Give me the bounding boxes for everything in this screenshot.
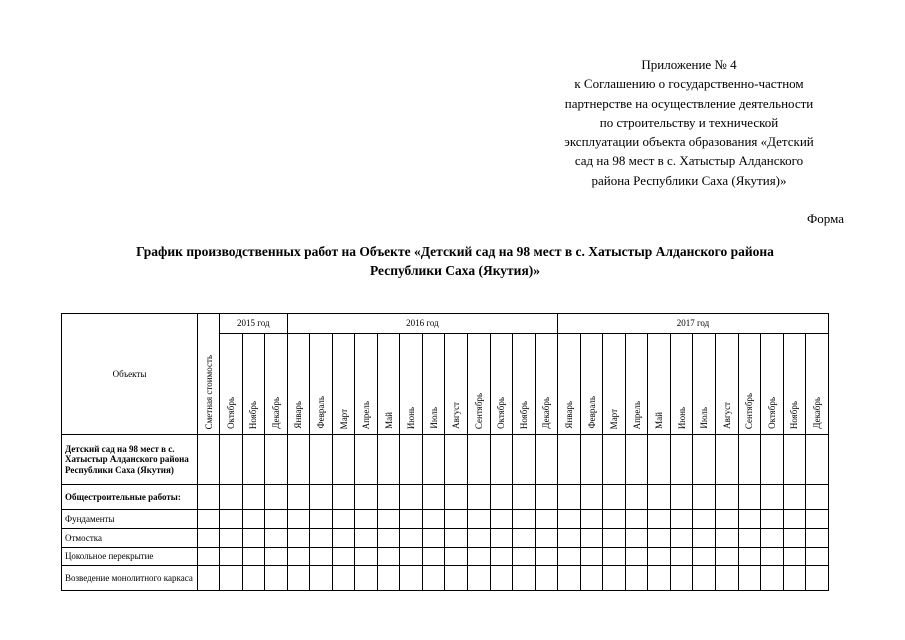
month-header: Май — [648, 334, 671, 435]
schedule-cell — [535, 529, 558, 548]
row-label: Цокольное перекрытие — [62, 548, 198, 566]
month-header: Август — [445, 334, 468, 435]
schedule-cell — [693, 529, 716, 548]
schedule-cell — [761, 485, 784, 510]
schedule-cell — [400, 548, 423, 566]
schedule-cell — [693, 510, 716, 529]
schedule-cell — [761, 510, 784, 529]
schedule-cell — [603, 510, 626, 529]
schedule-cell — [422, 510, 445, 529]
month-header: Апрель — [355, 334, 378, 435]
schedule-cell — [445, 529, 468, 548]
schedule-cell — [468, 435, 491, 485]
month-header: Август — [716, 334, 739, 435]
schedule-cell — [377, 510, 400, 529]
schedule-cell — [220, 510, 243, 529]
schedule-cell — [355, 435, 378, 485]
schedule-cell — [716, 566, 739, 591]
schedule-cell — [400, 435, 423, 485]
schedule-cell — [625, 548, 648, 566]
schedule-cell — [806, 548, 829, 566]
schedule-cell — [422, 435, 445, 485]
month-header: Октябрь — [220, 334, 243, 435]
cost-cell — [198, 435, 220, 485]
schedule-cell — [580, 485, 603, 510]
schedule-cell — [332, 529, 355, 548]
cost-header: Сметная стоимость — [198, 314, 220, 435]
table-row — [62, 510, 829, 529]
schedule-cell — [265, 435, 288, 485]
schedule-cell — [242, 548, 265, 566]
row-label: Отмостка — [62, 529, 198, 548]
schedule-cell — [580, 529, 603, 548]
schedule-cell — [738, 548, 761, 566]
table-row — [62, 485, 829, 510]
schedule-cell — [265, 485, 288, 510]
schedule-cell — [445, 548, 468, 566]
schedule-cell — [806, 510, 829, 529]
schedule-cell — [513, 435, 536, 485]
table-row — [62, 529, 829, 548]
schedule-cell — [513, 485, 536, 510]
cost-cell — [198, 566, 220, 591]
cost-cell — [198, 529, 220, 548]
row-label: Возведение монолитного каркаса — [62, 566, 198, 591]
month-header: Декабрь — [535, 334, 558, 435]
schedule-cell — [513, 529, 536, 548]
schedule-cell — [422, 566, 445, 591]
schedule-cell — [513, 510, 536, 529]
table-row — [62, 435, 829, 485]
month-header: Июль — [422, 334, 445, 435]
schedule-cell — [716, 485, 739, 510]
month-header: Июнь — [670, 334, 693, 435]
schedule-cell — [761, 548, 784, 566]
schedule-cell — [242, 566, 265, 591]
table-row — [62, 566, 829, 591]
schedule-cell — [468, 510, 491, 529]
schedule-cell — [220, 485, 243, 510]
schedule-cell — [220, 529, 243, 548]
month-header: Ноябрь — [242, 334, 265, 435]
schedule-cell — [355, 566, 378, 591]
schedule-cell — [355, 529, 378, 548]
title-line-1: График производственных работ на Объекте «Детский сад на 98 мест в с. Хатыстыр Алданского района — [136, 244, 774, 259]
schedule-cell — [265, 510, 288, 529]
schedule-cell — [648, 548, 671, 566]
schedule-cell — [422, 548, 445, 566]
table-row — [62, 548, 829, 566]
schedule-cell — [806, 435, 829, 485]
schedule-cell — [445, 566, 468, 591]
schedule-cell — [761, 435, 784, 485]
schedule-cell — [513, 548, 536, 566]
month-header: Январь — [558, 334, 581, 435]
schedule-cell — [648, 566, 671, 591]
schedule-cell — [468, 566, 491, 591]
schedule-cell — [535, 566, 558, 591]
schedule-cell — [693, 435, 716, 485]
schedule-cell — [332, 510, 355, 529]
month-header: Ноябрь — [783, 334, 806, 435]
appendix-line: партнерстве на осуществление деятельности — [564, 95, 814, 111]
schedule-cell — [558, 529, 581, 548]
schedule-cell — [806, 566, 829, 591]
schedule-cell — [738, 485, 761, 510]
schedule-cell — [558, 548, 581, 566]
month-header: Март — [603, 334, 626, 435]
schedule-cell — [400, 510, 423, 529]
month-header: Май — [377, 334, 400, 435]
schedule-cell — [603, 529, 626, 548]
schedule-cell — [716, 529, 739, 548]
schedule-cell — [558, 485, 581, 510]
title-line-2: Республики Саха (Якутия)» — [369, 263, 540, 278]
schedule-cell — [513, 566, 536, 591]
appendix-line: сад на 98 мест в с. Хатыстыр Алданского — [574, 153, 804, 169]
month-header: Июнь — [400, 334, 423, 435]
schedule-cell — [580, 510, 603, 529]
schedule-cell — [670, 510, 693, 529]
schedule-cell — [355, 485, 378, 510]
appendix-line: к Соглашению о государственно-частном — [574, 76, 804, 92]
schedule-cell — [535, 510, 558, 529]
schedule-cell — [400, 529, 423, 548]
schedule-cell — [490, 510, 513, 529]
schedule-cell — [400, 485, 423, 510]
schedule-cell — [265, 566, 288, 591]
schedule-cell — [332, 548, 355, 566]
schedule-cell — [558, 435, 581, 485]
month-header: Апрель — [625, 334, 648, 435]
schedule-cell — [738, 529, 761, 548]
schedule-cell — [490, 548, 513, 566]
schedule-cell — [287, 435, 310, 485]
schedule-cell — [377, 566, 400, 591]
schedule-cell — [287, 548, 310, 566]
schedule-cell — [558, 566, 581, 591]
appendix-line: по строительству и технической — [599, 114, 779, 130]
schedule-cell — [490, 485, 513, 510]
schedule-cell — [783, 435, 806, 485]
month-header: Ноябрь — [513, 334, 536, 435]
schedule-cell — [242, 485, 265, 510]
schedule-cell — [287, 566, 310, 591]
schedule-cell — [220, 435, 243, 485]
month-header: Март — [332, 334, 355, 435]
schedule-cell — [625, 435, 648, 485]
month-header: Октябрь — [490, 334, 513, 435]
schedule-cell — [603, 548, 626, 566]
schedule-cell — [220, 566, 243, 591]
schedule-cell — [738, 435, 761, 485]
schedule-cell — [468, 485, 491, 510]
row-label: Фундаменты — [62, 510, 198, 529]
schedule-cell — [377, 435, 400, 485]
schedule-cell — [738, 510, 761, 529]
schedule-cell — [468, 529, 491, 548]
schedule-cell — [332, 566, 355, 591]
schedule-cell — [670, 548, 693, 566]
schedule-cell — [603, 435, 626, 485]
schedule-cell — [242, 529, 265, 548]
schedule-cell — [783, 510, 806, 529]
schedule-cell — [783, 529, 806, 548]
schedule-cell — [490, 529, 513, 548]
schedule-cell — [310, 548, 333, 566]
appendix-line: района Республики Саха (Якутия)» — [591, 172, 787, 188]
schedule-cell — [670, 485, 693, 510]
year-header: 2015 год — [220, 314, 288, 334]
schedule-cell — [332, 435, 355, 485]
schedule-cell — [625, 510, 648, 529]
schedule-cell — [761, 529, 784, 548]
schedule-cell — [603, 485, 626, 510]
schedule-cell — [445, 435, 468, 485]
schedule-cell — [468, 548, 491, 566]
month-header: Декабрь — [806, 334, 829, 435]
schedule-cell — [535, 485, 558, 510]
document-title — [60, 242, 850, 280]
schedule-cell — [310, 566, 333, 591]
form-label: Форма — [807, 211, 844, 226]
schedule-cell — [287, 510, 310, 529]
schedule-cell — [445, 510, 468, 529]
month-header: Февраль — [310, 334, 333, 435]
schedule-cell — [783, 566, 806, 591]
schedule-cell — [422, 485, 445, 510]
schedule-cell — [377, 485, 400, 510]
year-header: 2017 год — [558, 314, 829, 334]
cost-cell — [198, 485, 220, 510]
schedule-cell — [648, 510, 671, 529]
schedule-cell — [535, 435, 558, 485]
cost-cell — [198, 548, 220, 566]
schedule-cell — [310, 435, 333, 485]
cost-cell — [198, 510, 220, 529]
schedule-cell — [693, 485, 716, 510]
schedule-cell — [377, 529, 400, 548]
schedule-cell — [355, 548, 378, 566]
schedule-cell — [265, 548, 288, 566]
year-header-row — [62, 314, 829, 334]
schedule-cell — [761, 566, 784, 591]
schedule-cell — [806, 485, 829, 510]
schedule-cell — [310, 485, 333, 510]
schedule-cell — [716, 510, 739, 529]
schedule-cell — [693, 548, 716, 566]
month-header: Сентябрь — [738, 334, 761, 435]
schedule-cell — [693, 566, 716, 591]
schedule-cell — [625, 566, 648, 591]
row-label: Общестроительные работы: — [62, 485, 198, 510]
schedule-cell — [445, 485, 468, 510]
schedule-cell — [670, 435, 693, 485]
schedule-cell — [716, 548, 739, 566]
month-header: Июль — [693, 334, 716, 435]
month-header: Февраль — [580, 334, 603, 435]
schedule-cell — [625, 485, 648, 510]
schedule-cell — [287, 529, 310, 548]
schedule-cell — [535, 548, 558, 566]
schedule-cell — [648, 485, 671, 510]
schedule-cell — [490, 566, 513, 591]
schedule-cell — [738, 566, 761, 591]
schedule-cell — [625, 529, 648, 548]
month-header: Январь — [287, 334, 310, 435]
schedule-cell — [716, 435, 739, 485]
schedule-cell — [220, 548, 243, 566]
schedule-cell — [287, 485, 310, 510]
schedule-cell — [242, 510, 265, 529]
appendix-line: Приложение № 4 — [641, 57, 737, 72]
schedule-cell — [783, 548, 806, 566]
month-header: Сентябрь — [468, 334, 491, 435]
schedule-cell — [422, 529, 445, 548]
schedule-cell — [332, 485, 355, 510]
schedule-cell — [806, 529, 829, 548]
objects-header: Объекты — [62, 314, 198, 435]
schedule-cell — [310, 510, 333, 529]
appendix-line: эксплуатации объекта образования «Детский — [564, 134, 814, 150]
schedule-cell — [580, 435, 603, 485]
schedule-cell — [265, 529, 288, 548]
month-header: Октябрь — [761, 334, 784, 435]
schedule-cell — [670, 566, 693, 591]
year-header: 2016 год — [287, 314, 558, 334]
row-label: Детский сад на 98 мест в с. Хатыстыр Алданского района Республики Саха (Якутия) — [62, 435, 198, 485]
work-schedule-table — [61, 313, 829, 591]
schedule-cell — [310, 529, 333, 548]
schedule-cell — [648, 435, 671, 485]
schedule-cell — [490, 435, 513, 485]
schedule-cell — [580, 548, 603, 566]
schedule-cell — [377, 548, 400, 566]
schedule-cell — [648, 529, 671, 548]
schedule-cell — [603, 566, 626, 591]
schedule-cell — [355, 510, 378, 529]
schedule-cell — [242, 435, 265, 485]
schedule-cell — [783, 485, 806, 510]
schedule-cell — [400, 566, 423, 591]
month-header: Декабрь — [265, 334, 288, 435]
schedule-cell — [558, 510, 581, 529]
schedule-cell — [670, 529, 693, 548]
appendix-header — [520, 55, 858, 190]
schedule-cell — [580, 566, 603, 591]
